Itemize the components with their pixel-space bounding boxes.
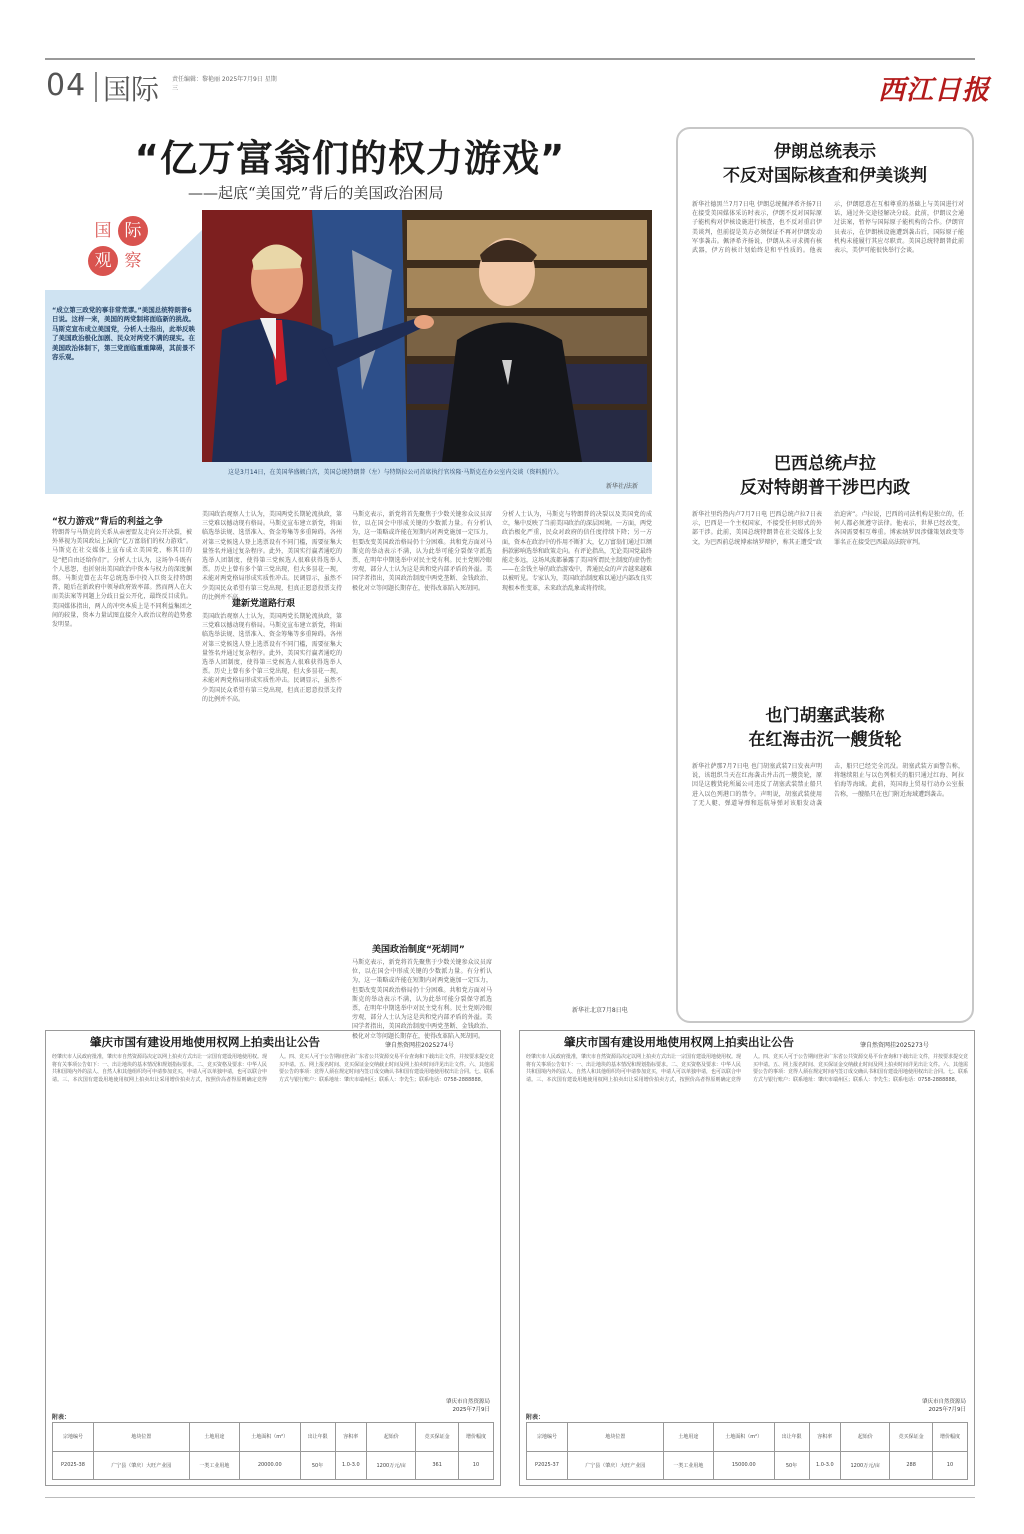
table-cell: 一类工业用地 bbox=[189, 1451, 239, 1480]
table-cell: 288 bbox=[890, 1451, 933, 1480]
notice1-table-label: 附表： bbox=[52, 1414, 71, 1421]
notice1-signature-date: 2025年7月9日 bbox=[452, 1407, 490, 1413]
table-row bbox=[53, 1451, 494, 1480]
section1-title: “权力游戏”背后的利益之争 bbox=[52, 517, 163, 527]
article-byline: 新华社北京7月8日电 bbox=[572, 1007, 628, 1014]
table-cell: 广宁县（肇庆）大旺产业园 bbox=[567, 1451, 663, 1480]
notice1-table bbox=[52, 1422, 494, 1480]
table-cell: 10 bbox=[932, 1451, 967, 1480]
body-column-1: 特朗普与马斯克的关系从亲密盟友走向公开决裂，被外界视为美国政坛上演的“亿万富翁们的权力游戏”。马斯克在社交媒体上宣布成立美国党，称其目的是“把自由还给你们”。分析人士认为，这场争斗既有个人恩怨，也折射出美国政治中资本与权力的深度捆绑。马斯克曾在去年总统选举中投入巨资支持特朗普，随后在新政府中领导政府效率部。然而两人在大而美法案等问题上分歧日益公开化，最终反目成仇。美国媒体指出，两人的冲突本质上是不同利益集团之间的较量，资本力量试图直接介入政治议程的趋势愈发明显。 bbox=[52, 529, 192, 629]
story2-title-line1: 巴西总统卢拉 bbox=[774, 454, 876, 474]
body-column-3: 马斯克表示，新党将首先聚焦于少数关键参众议员席位，以在国会中形成关键的少数派力量。有分析认为，这一策略或许能在短期内对两党施加一定压力，但要改变美国政治格局仍十分困难。共和党方面对马斯克的举动表示不满，认为此举可能分裂保守派选票，在明年中期选举中对民主党有利。民主党则冷眼旁观，部分人士认为这是共和党内部矛盾的外溢。美国学者指出，美国政治制度中两党垄断、金钱政治、极化对立等问题长期存在，使得改革陷入死胡同。 bbox=[352, 511, 492, 592]
editor-meta: 责任编辑：黎艳丽 2025年7月9日 星期三 bbox=[172, 76, 277, 92]
story2-text: 新华社里约热内卢7月7日电 巴西总统卢拉7日表示，巴西是一个主权国家，不接受任何形式的外部干涉。此前，美国总统特朗普在社交媒体上发文，为巴西前总统博索纳罗辩护，称其正遭受“政治迫害”。卢拉说，巴西的司法机构是独立的，任何人都必须遵守法律。他表示，世界已经改变，各国需要相互尊重。博索纳罗因涉嫌策划政变等罪名正在接受巴西最高法院审判。 bbox=[692, 511, 964, 546]
table-cell: 20000.00 bbox=[239, 1451, 300, 1480]
table-header-cell: 增价幅度 bbox=[458, 1423, 493, 1452]
table-header-cell: 土地面积（m²） bbox=[239, 1423, 300, 1452]
table-header-cell: 地块位置 bbox=[567, 1423, 663, 1452]
notice1-signature bbox=[380, 1398, 490, 1414]
page-number: 04 bbox=[46, 68, 87, 103]
story2-title-line2: 反对特朗普干涉巴内政 bbox=[740, 478, 910, 498]
table-header-cell: 容积率 bbox=[809, 1423, 841, 1452]
table-header-row bbox=[527, 1423, 968, 1452]
table-header-cell: 起始价 bbox=[841, 1423, 890, 1452]
story1-title-line2: 不反对国际核查和伊美谈判 bbox=[723, 166, 927, 186]
header-rule bbox=[45, 58, 975, 60]
badge-char-3: 观 bbox=[88, 246, 118, 276]
table-header-row bbox=[53, 1423, 494, 1452]
notice2-signature bbox=[856, 1398, 966, 1414]
story3-title-line1: 也门胡塞武装称 bbox=[765, 706, 885, 726]
body-column-3b: 马斯克表示，新党将首先聚焦于少数关键参众议员席位，以在国会中形成关键的少数派力量。有分析认为，这一策略或许能在短期内对两党施加一定压力，但要改变美国政治格局仍十分困难。共和党方面对马斯克的举动表示不满，认为此举可能分裂保守派选票，在明年中期选举中对民主党有利。民主党则冷眼旁观，部分人士认为这是共和党内部矛盾的外溢。美国学者指出，美国政治制度中两党垄断、金钱政治、极化对立等问题长期存在，使得改革陷入死胡同。 bbox=[352, 959, 492, 1040]
notice1-title: 肇庆市国有建设用地使用权网上拍卖出让公告 bbox=[90, 1035, 320, 1049]
notice2-text: 经肇庆市人民政府批准，肇庆市自然资源局决定以网上拍卖方式出让一宗国有建设用地使用权。现将有关事项公告如下：一、出让地块的基本情况和规划指标要求。二、竞买资格及要求：中华人民共和国境内外的法人、自然人和其他组织均可申请参加竞买，申请人可以单独申请，也可以联合申请。三、本次国有建设用地使用权网上拍卖出让采用增价拍卖方式，按照价高者得原则确定竞得人。四、竞买人可于公告期间登录广东省公共资源交易平台查询和下载出让文件，并按要求提交竞买申请。五、网上报名时间、竞买保证金交纳截止时间及网上拍卖时间详见出让文件。六、其他需要公告的事项：竞得人须在规定时间内签订成交确认书和国有建设用地使用权出让合同。七、联系方式与银行账户：联系地址：肇庆市端州区；联系人：李先生；联系电话：0758-2888888。 bbox=[526, 1054, 969, 1083]
table-cell: 1200万元/亩 bbox=[841, 1451, 890, 1480]
badge-char-2: 际 bbox=[118, 216, 148, 246]
notice2-table bbox=[526, 1422, 968, 1480]
header-separator bbox=[95, 72, 97, 102]
notice2-signature-org: 肇庆市自然资源局 bbox=[921, 1399, 966, 1405]
table-cell: 1.0-3.0 bbox=[335, 1451, 367, 1480]
table-header-cell: 增价幅度 bbox=[932, 1423, 967, 1452]
notice2-number: 肇自然资网挂2025273号 bbox=[860, 1042, 929, 1049]
table-header-cell: 竞买保证金 bbox=[890, 1423, 933, 1452]
table-cell: P2025-37 bbox=[527, 1451, 568, 1480]
table-header-cell: 出让年限 bbox=[774, 1423, 809, 1452]
notice2-title: 肇庆市国有建设用地使用权网上拍卖出让公告 bbox=[564, 1035, 794, 1049]
notice1-signature-org: 肇庆市自然资源局 bbox=[445, 1399, 490, 1405]
section3-title: 美国政治制度“死胡同” bbox=[372, 945, 465, 955]
section2-title: 建新党道路行艰 bbox=[232, 599, 296, 609]
badge-char-4: 察 bbox=[124, 251, 142, 271]
story1-text: 新华社德黑兰7月7日电 伊朗总统佩泽希齐扬7日在接受美国媒体采访时表示，伊朗不反对国际原子能机构对伊核设施进行核查，也不反对重启伊美谈判，但前提是美方必须保证不再对伊朗发动军事袭击。佩泽希齐扬说，伊朗从未寻求拥有核武器，伊方的核计划始终是和平性质的。他表示，伊朗愿意在互相尊重的基础上与美国进行对话，通过外交途径解决分歧。此前，伊朗议会通过法案，暂停与国际原子能机构的合作。伊朗官员表示，在伊朗核设施遭到袭击后，国际原子能机构未能履行其应尽职责。美国总统特朗普此前表示，美伊可能很快举行会谈。 bbox=[692, 201, 964, 255]
newspaper-masthead: 西江日报 bbox=[878, 75, 990, 106]
lead-subhead: ——起底“美国党”背后的美国政治困局 bbox=[188, 184, 444, 202]
lead-photo bbox=[202, 210, 652, 462]
table-row bbox=[527, 1451, 968, 1480]
table-header-cell: 出让年限 bbox=[300, 1423, 335, 1452]
intro-box-corner bbox=[140, 230, 202, 290]
table-header-cell: 起始价 bbox=[367, 1423, 416, 1452]
notice1-number: 肇自然资网挂2025274号 bbox=[385, 1042, 454, 1049]
table-header-cell: 宗地编号 bbox=[53, 1423, 94, 1452]
section-name: 国际 bbox=[103, 73, 160, 106]
photo-caption: 这是3月14日，在美国华盛顿白宫，美国总统特朗普（左）与特斯拉公司首席执行官埃隆·马斯克在办公室内交谈（资料照片）。 bbox=[228, 469, 563, 476]
table-cell: 1.0-3.0 bbox=[809, 1451, 841, 1480]
table-header-cell: 土地用途 bbox=[663, 1423, 713, 1452]
table-cell: 一类工业用地 bbox=[663, 1451, 713, 1480]
notice1-text: 经肇庆市人民政府批准，肇庆市自然资源局决定以网上拍卖方式出让一宗国有建设用地使用权。现将有关事项公告如下：一、出让地块的基本情况和规划指标要求。二、竞买资格及要求：中华人民共和国境内外的法人、自然人和其他组织均可申请参加竞买，申请人可以单独申请，也可以联合申请。三、本次国有建设用地使用权网上拍卖出让采用增价拍卖方式，按照价高者得原则确定竞得人。四、竞买人可于公告期间登录广东省公共资源交易平台查询和下载出让文件，并按要求提交竞买申请。五、网上报名时间、竞买保证金交纳截止时间及网上拍卖时间详见出让文件。六、其他需要公告的事项：竞得人须在规定时间内签订成交确认书和国有建设用地使用权出让合同。七、联系方式与银行账户：联系地址：肇庆市端州区；联系人：李先生；联系电话：0758-2888888。 bbox=[52, 1054, 495, 1083]
badge-char-1: 国 bbox=[94, 221, 112, 241]
table-header-cell: 土地用途 bbox=[189, 1423, 239, 1452]
table-cell: 361 bbox=[416, 1451, 459, 1480]
footer-rule bbox=[45, 1497, 975, 1498]
caption-bar bbox=[202, 462, 652, 494]
table-cell: 1200万元/亩 bbox=[367, 1451, 416, 1480]
story1-title-line1: 伊朗总统表示 bbox=[774, 142, 876, 162]
table-cell: 广宁县（肇庆）大旺产业园 bbox=[93, 1451, 189, 1480]
body-column-4: 分析人士认为，马斯克与特朗普的决裂以及美国党的成立，集中反映了当前美国政治的深层困境。一方面，两党政治极化严重，民众对政府的信任度持续下降；另一方面，资本在政治中的作用不断扩大，亿万富翁们通过巨额捐款影响选举和政策走向。有评论指出，无论美国党最终能走多远，这场风波都暴露了美国所谓民主制度的虚伪性——在金钱主导的政治游戏中，普通民众的声音越来越难以被听见。专家认为，美国政治制度难以通过内部改良实现根本性变革，未来政治乱象或将持续。 bbox=[502, 511, 653, 592]
story3-title-line2: 在红海击沉一艘货轮 bbox=[748, 730, 902, 750]
table-cell: 15000.00 bbox=[713, 1451, 774, 1480]
table-header-cell: 竞买保证金 bbox=[416, 1423, 459, 1452]
intro-text: “成立第三政党的事非常荒谬。”美国总统特朗普6日说。这样一来，美国的两党制将面临新的挑战。马斯克宣布成立美国党，分析人士指出，此举反映了美国政治极化加剧、民众对两党不满的现实。在美国政治体制下，第三党面临重重障碍，其前景不容乐观。 bbox=[52, 306, 195, 362]
body-column-2: 美国政治观察人士认为，美国两党长期轮流执政，第三党难以撼动现有格局。马斯克宣布建立新党，将面临选举法规、选票准入、资金筹集等多重障碍。各州对第三党候选人登上选票设有不同门槛，需要征集大量签名并通过复杂程序。此外，美国实行赢者通吃的选举人团制度，使得第三党候选人很难获得选举人票。历史上曾有多个第三党出现，但大多昙花一现，未能对两党格局形成实质性冲击。民调显示，虽然不少美国民众希望有第三党出现，但真正愿意投票支持的比例并不高。 bbox=[202, 613, 342, 703]
table-header-cell: 地块位置 bbox=[93, 1423, 189, 1452]
table-cell: 50年 bbox=[300, 1451, 335, 1480]
table-cell: 50年 bbox=[774, 1451, 809, 1480]
photo-credit: 新华社/法新 bbox=[606, 483, 639, 490]
table-header-cell: 宗地编号 bbox=[527, 1423, 568, 1452]
notice2-signature-date: 2025年7月9日 bbox=[928, 1407, 966, 1413]
table-cell: P2025-38 bbox=[53, 1451, 94, 1480]
table-header-cell: 土地面积（m²） bbox=[713, 1423, 774, 1452]
story3-text: 新华社萨那7月7日电 也门胡塞武装7日发表声明说，该组织当天在红海袭击并击沉一艘货轮，原因是这艘货轮所属公司违反了胡塞武装禁止船只进入以色列港口的禁令。声明说，胡塞武装使用了无人艇、弹道导弹和巡航导弹对该船发动袭击，船只已经完全沉没。胡塞武装方面警告称，将继续阻止与以色列相关的船只通过红海、阿拉伯海等海域。此前，英国海上贸易行动办公室报告称，一艘船只在也门附近海域遭到袭击。 bbox=[692, 763, 964, 807]
body-column-2a: 美国政治观察人士认为，美国两党长期轮流执政，第三党难以撼动现有格局。马斯克宣布建立新党，将面临选举法规、选票准入、资金筹集等多重障碍。各州对第三党候选人登上选票设有不同门槛，需要征集大量签名并通过复杂程序。此外，美国实行赢者通吃的选举人团制度，使得第三党候选人很难获得选举人票。历史上曾有多个第三党出现，但大多昙花一现，未能对两党格局形成实质性冲击。民调显示，虽然不少美国民众希望有第三党出现，但真正愿意投票支持的比例并不高。 bbox=[202, 511, 342, 601]
notice2-table-label: 附表： bbox=[526, 1414, 545, 1421]
table-header-cell: 容积率 bbox=[335, 1423, 367, 1452]
table-cell: 10 bbox=[458, 1451, 493, 1480]
lead-headline: “亿万富翁们的权力游戏” bbox=[134, 137, 566, 180]
